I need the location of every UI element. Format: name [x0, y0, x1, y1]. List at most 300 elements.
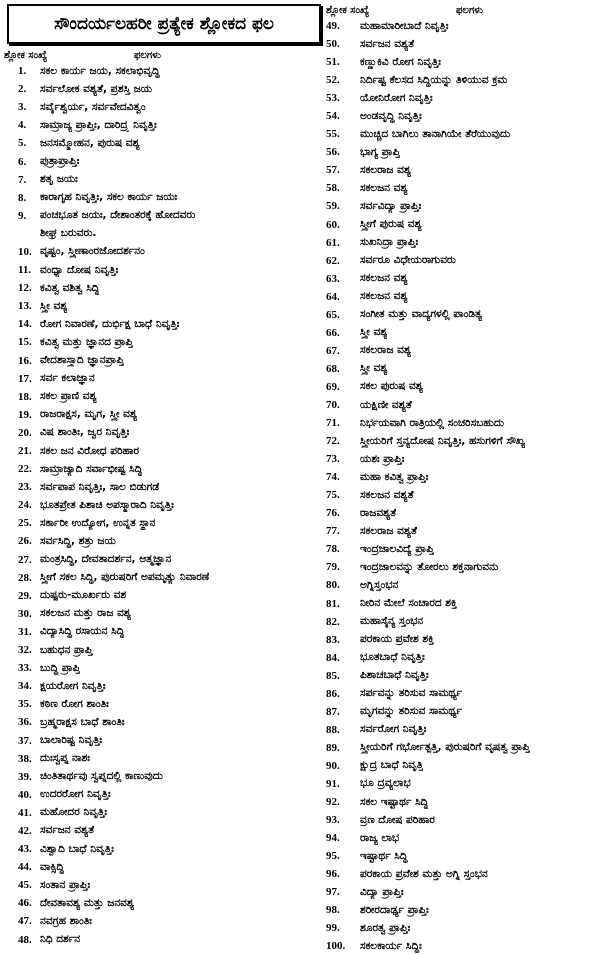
shloka-phala: ಸಕಲ ಕಾರ್ಯ ಜಯ, ಸಕಲಾಭಿವೃದ್ಧಿ — [40, 64, 160, 77]
shloka-phala: ಬ್ರಹ್ಮರಾಕ್ಷಸ ಬಾಧೆ ಶಾಂತಿಃ — [40, 715, 125, 728]
shloka-phala: ಸಕಲ ಪ್ರಾಣಿ ವಶ್ಯ — [40, 390, 97, 403]
shloka-number: 47. — [18, 915, 32, 928]
shloka-number: 96. — [326, 868, 340, 881]
shloka-row — [326, 847, 598, 865]
shloka-number: 11. — [18, 264, 32, 277]
shloka-row — [4, 551, 324, 569]
left-shloka-list — [4, 62, 324, 949]
shloka-number: 95. — [326, 850, 340, 863]
shloka-row — [326, 306, 598, 324]
shloka-number: 66. — [326, 326, 340, 339]
shloka-phala: ಸಕಲರಾಜ ವಶ್ಯತೆ — [360, 524, 418, 537]
shloka-row — [4, 569, 324, 587]
shloka-number: 57. — [326, 164, 340, 177]
shloka-number: 46. — [18, 897, 32, 910]
shloka-number-header: ಶ್ಲೋಕ ಸಂಖ್ಯೆ — [4, 50, 48, 61]
shloka-row — [326, 919, 598, 937]
shloka-number: 49. — [326, 20, 340, 33]
shloka-phala: ನವಗ್ರಹ ಶಾಂತಿಃ — [40, 914, 92, 927]
shloka-number: 10. — [18, 245, 32, 258]
shloka-phala: ಸರ್ವಪಾಪ ನಿವೃತ್ತಿಃ, ಸಾಲ ಬಿಡುಗಡೆ — [40, 480, 160, 493]
shloka-phala: ಪಿಶಾಚಬಾಧೆ ನಿವೃತ್ತಿಃ — [360, 669, 429, 682]
shloka-number: 64. — [326, 290, 340, 303]
shloka-row — [326, 739, 598, 757]
shloka-row — [326, 179, 598, 197]
shloka-phala: ಸಾಮ್ರಾಜ್ಯ ಪ್ರಾಪ್ತಿಃ, ದಾರಿದ್ರ್ಯ ನಿವೃತ್ತಿಃ — [40, 118, 157, 131]
shloka-phala: ಮಂತ್ರಸಿದ್ಧಿ, ದೇವತಾದರ್ಶನ, ಆತ್ಮಜ್ಞಾನ — [40, 553, 172, 566]
shloka-phala: ಸ್ತ್ರೀ ವಶ್ಯ — [360, 326, 388, 339]
shloka-number: 90. — [326, 759, 340, 772]
shloka-number: 45. — [18, 879, 32, 892]
shloka-number: 19. — [18, 408, 32, 421]
shloka-number: 13. — [18, 300, 32, 313]
shloka-row — [326, 486, 598, 504]
shloka-phala: ಮುಚ್ಚಿದ ಬಾಗಿಲು ತಾನಾಗಿಯೇ ತೆರೆಯುವುದು — [360, 127, 511, 140]
shloka-row — [326, 685, 598, 703]
shloka-number: 22. — [18, 463, 32, 476]
shloka-phala: ವಂಧ್ಯಾ ದೋಷ ನಿವೃತ್ತಿಃ — [40, 263, 119, 276]
shloka-number: 62. — [326, 254, 340, 267]
shloka-number: 68. — [326, 362, 340, 375]
shloka-row — [326, 793, 598, 811]
shloka-row — [326, 883, 598, 901]
shloka-number: 97. — [326, 886, 340, 899]
shloka-number: 59. — [326, 200, 340, 213]
shloka-row — [4, 514, 324, 532]
shloka-phala: ಮಹಾಸೈನ್ಯ ಸ್ತಂಭನ — [360, 615, 424, 628]
shloka-row — [326, 414, 598, 432]
shloka-number: 85. — [326, 669, 340, 682]
shloka-phala: ಪರಕಾಯ ಪ್ರವೇಶ ಶಕ್ತಿ — [360, 633, 434, 646]
shloka-row — [326, 450, 598, 468]
shloka-phala: ಸರ್ವವಿದ್ಯಾ ಪ್ರಾಪ್ತಿಃ — [360, 199, 422, 212]
shloka-phala: ಪುತ್ರಾಪ್ರಾಪ್ತಿಃ — [40, 155, 80, 168]
shloka-phala: ಉದರರೋಗ ನಿವೃತ್ತಿಃ — [40, 788, 111, 801]
shloka-phala: ರಾಜರಾಕ್ಷಸ, ಮೃಗ, ಸ್ತ್ರೀ ವಶ್ಯ — [40, 408, 138, 421]
shloka-phala: ಸರ್ವಜನ ವಶ್ಯತೆ — [40, 824, 95, 837]
shloka-phala: ಸಕಲ ಜನ ವಿರೋಧ ಪರಿಹಾರ — [40, 444, 140, 457]
shloka-row — [326, 649, 598, 667]
shloka-number: 61. — [326, 236, 340, 249]
shloka-number: 20. — [18, 426, 32, 439]
right-shloka-list — [326, 17, 598, 955]
shloka-row — [4, 858, 324, 876]
shloka-row — [4, 731, 324, 749]
shloka-row — [4, 152, 324, 170]
shloka-row — [326, 161, 598, 179]
shloka-number: 9. — [18, 209, 27, 222]
shloka-phala: ಸಕಲ ಇಷ್ಟಾರ್ಥ ಸಿದ್ಧಿ — [360, 795, 429, 808]
shloka-number: 12. — [18, 282, 32, 295]
shloka-number: 55. — [326, 128, 340, 141]
shloka-row — [4, 171, 324, 189]
shloka-phala: ದೇವತಾವಶ್ಯ ಮತ್ತು ಜನವಶ್ಯ — [40, 896, 135, 909]
shloka-number: 74. — [326, 471, 340, 484]
shloka-row — [326, 197, 598, 215]
shloka-number: 52. — [326, 74, 340, 87]
shloka-number: 23. — [18, 481, 32, 494]
shloka-number: 43. — [18, 843, 32, 856]
shloka-phala: ಸಕಲಕಾರ್ಯ ಸಿದ್ಧಿಃ — [360, 939, 422, 952]
shloka-phala: ಭೂತಪ್ರೇತ ಪಿಶಾಚಿ ಅಪಸ್ಮಾರಾದಿ ನಿವೃತ್ತಿಃ — [40, 498, 174, 511]
shloka-phala: ಸರ್ವಸಿದ್ಧಿ, ಶತ್ರು ಜಯ — [40, 534, 116, 547]
shloka-phala: ವಿಶ್ವಾದಿ ಬಾಧೆ ನಿವೃತ್ತಿಃ — [40, 842, 114, 855]
shloka-number: 53. — [326, 92, 340, 105]
shloka-number: 92. — [326, 796, 340, 809]
shloka-number: 24. — [18, 499, 32, 512]
shloka-row — [4, 496, 324, 514]
shloka-row — [326, 901, 598, 919]
shloka-phala: ಪಂಚಭೂತ ಜಯಃ, ದೇಶಾಂತರಕ್ಕೆ ಹೋದವರು — [40, 209, 196, 222]
shloka-number: 31. — [18, 625, 32, 638]
shloka-number: 82. — [326, 615, 340, 628]
shloka-phala: ವೃಷ್ಟಂ, ಸ್ತ್ರೀಣಾಂರಜೋದರ್ಶನಂ — [40, 245, 145, 258]
shloka-row — [4, 587, 324, 605]
shloka-number: 91. — [326, 777, 340, 790]
shloka-row — [4, 315, 324, 333]
shloka-row — [4, 134, 324, 152]
shloka-number: 25. — [18, 517, 32, 530]
shloka-phala: ಸರ್ವರೋಗ ನಿವೃತ್ತಿಃ — [360, 723, 427, 736]
shloka-row — [4, 98, 324, 116]
shloka-phala: ಭಾಗ್ಯ ಪ್ರಾಪ್ತಿ — [360, 145, 401, 158]
shloka-row — [4, 894, 324, 912]
shloka-number: 32. — [18, 644, 32, 657]
shloka-phala: ಸಾಮ್ರಾಜ್ಯಾದಿ ಸರ್ವಾಭೀಷ್ಟ ಸಿದ್ಧಿ — [40, 462, 143, 475]
shloka-row — [4, 460, 324, 478]
shloka-phala: ಸಕಲಜನ ವಶ್ಯ — [360, 272, 408, 285]
shloka-number: 54. — [326, 110, 340, 123]
shloka-phala: ಸ್ತ್ರೀಗೆ ಪುರುಷ ವಶ್ಯ — [360, 218, 422, 231]
shloka-number: 58. — [326, 182, 340, 195]
shloka-row — [326, 270, 598, 288]
shloka-row — [326, 89, 598, 107]
shloka-row — [4, 116, 324, 134]
shloka-phala: ಸ್ತ್ರೀ ವಶ್ಯ — [40, 299, 68, 312]
shloka-number: 75. — [326, 489, 340, 502]
shloka-phala: ವ್ರಣ ದೋಷ ಪರಿಹಾರ — [360, 813, 435, 826]
shloka-number: 48. — [18, 933, 32, 946]
shloka-number: 71. — [326, 417, 340, 430]
shloka-row — [326, 811, 598, 829]
shloka-row — [326, 378, 598, 396]
shloka-phala: ಪರಕಾಯ ಪ್ರವೇಶ ಮತ್ತು ಅಗ್ನಿ ಸ್ತಂಭನ — [360, 867, 488, 880]
shloka-phala: ಸಕಲಜನ ಮತ್ತು ರಾಜ ವಶ್ಯ — [40, 607, 132, 620]
shloka-number: 5. — [18, 137, 27, 150]
shloka-number: 67. — [326, 344, 340, 357]
shloka-row — [326, 234, 598, 252]
shloka-phala: ಸಕಲರಾಜ ವಶ್ಯ — [360, 344, 412, 357]
shloka-row — [326, 829, 598, 847]
shloka-row — [4, 388, 324, 406]
shloka-row — [326, 631, 598, 649]
shloka-row — [4, 333, 324, 351]
shloka-number: 65. — [326, 308, 340, 321]
column-header — [4, 49, 324, 62]
shloka-number: 7. — [18, 173, 27, 186]
shloka-row — [326, 342, 598, 360]
shloka-phala: ಸಂತಾನ ಪ್ರಾಪ್ತಿಃ — [40, 878, 91, 891]
shloka-row — [4, 659, 324, 677]
shloka-row — [326, 667, 598, 685]
shloka-row — [4, 279, 324, 297]
page-title: ಸೌಂದರ್ಯಲಹರೀ ಪ್ರತ್ಯೇಕ ಶ್ಲೋಕದ ಫಲ — [7, 4, 321, 44]
shloka-phala: ಯಕ್ಷಿಣೀ ವಶ್ಯತೆ — [360, 398, 412, 411]
shloka-number: 15. — [18, 336, 32, 349]
shloka-phala: ಸ್ತ್ರೀ ವಶ್ಯ — [360, 362, 388, 375]
shloka-number: 28. — [18, 571, 32, 584]
shloka-row — [4, 442, 324, 460]
shloka-number: 16. — [18, 354, 32, 367]
shloka-row — [326, 558, 598, 576]
shloka-phala: ಅಂಡವೃದ್ಧಿ ನಿವೃತ್ತಿಃ — [360, 109, 422, 122]
right-column — [326, 0, 598, 955]
shloka-row — [326, 504, 598, 522]
shloka-row — [326, 107, 598, 125]
shloka-number: 1. — [18, 65, 27, 78]
shloka-row — [326, 721, 598, 739]
shloka-row — [326, 522, 598, 540]
shloka-number: 39. — [18, 770, 32, 783]
shloka-row — [326, 360, 598, 378]
shloka-phala: ಸಕಲಜನ ವಶ್ಯ — [360, 290, 408, 303]
shloka-phala: ಸಕಲಜನ ವಶ್ಯ — [360, 181, 408, 194]
shloka-phala: ವಿದ್ಯಾಸಿದ್ಧಿ ರಸಾಯನ ಸಿದ್ಧಿ — [40, 625, 125, 638]
shloka-row — [4, 261, 324, 279]
shloka-number: 8. — [18, 191, 27, 204]
shloka-row — [326, 540, 598, 558]
shloka-row — [326, 775, 598, 793]
shloka-phala: ಸಕಲ ಪುರುಷ ವಶ್ಯ — [360, 380, 423, 393]
shloka-row — [326, 216, 598, 234]
shloka-phala: ಇಂದ್ರಜಾಲವನ್ನು ತೋರಲು ಶಕ್ತನಾಗುವನು — [360, 560, 499, 573]
shloka-phala: ಸ್ತ್ರೀಗೆ ಸಕಲ ಸಿದ್ಧಿ, ಪುರುಷರಿಗೆ ಅಪಮೃತ್ಯು ನಿವಾರಣೆ — [40, 571, 210, 584]
shloka-number: 4. — [18, 119, 27, 132]
shloka-number: 100. — [326, 940, 346, 953]
shloka-row — [4, 297, 324, 315]
shloka-row — [326, 71, 598, 89]
shloka-number: 44. — [18, 861, 32, 874]
shloka-row — [326, 17, 598, 35]
shloka-row — [4, 207, 324, 225]
shloka-phala: ಮಹೋದರ ನಿವೃತ್ತಿಃ — [40, 806, 107, 819]
shloka-phala: ಮೃಗವನ್ನು ತರಿಸುವ ಸಾಮರ್ಥ್ಯ — [360, 705, 462, 718]
shloka-phala: ಸರ್ವರೂ ವಿಧೇಯರಾಗುವರು — [360, 254, 456, 267]
shloka-phala: ಜನಸಮ್ಮೋಹನ, ಪುರುಷ ವಶ್ಯ — [40, 136, 140, 149]
shloka-number: 84. — [326, 651, 340, 664]
shloka-phala: ನಿರ್ದಿಷ್ಟ ಕೆಲಸದ ಸಿದ್ಧಿಯನ್ನು ತಿಳಿಯುವ ಕ್ರಮ — [360, 73, 508, 86]
shloka-row — [4, 641, 324, 659]
shloka-phala: ಭೂ ದ್ರವ್ಯಲಾಭ — [360, 777, 411, 790]
shloka-row — [326, 757, 598, 775]
shloka-number: 86. — [326, 687, 340, 700]
shloka-number: 70. — [326, 399, 340, 411]
shloka-number: 3. — [18, 101, 27, 114]
shloka-number: 77. — [326, 525, 340, 538]
shloka-number: 17. — [18, 372, 32, 385]
shloka-row — [4, 352, 324, 370]
column-header — [326, 4, 598, 17]
shloka-number: 18. — [18, 390, 32, 403]
shloka-phala: ಮಹಾ ಕವಿತ್ವ ಪ್ರಾಪ್ತಿಃ — [360, 470, 429, 483]
shloka-number: 35. — [18, 698, 32, 711]
shloka-row — [4, 713, 324, 731]
shloka-row — [326, 396, 598, 414]
shloka-phala: ಕವಿತ್ವ ಮತ್ತು ಜ್ಞಾನದ ಪ್ರಾಪ್ತಿ — [40, 335, 134, 348]
shloka-row — [4, 532, 324, 550]
shloka-row — [326, 595, 598, 613]
phala-header: ಫಲಗಳು — [134, 50, 161, 61]
shloka-row — [326, 703, 598, 721]
shloka-row — [4, 768, 324, 786]
shloka-row — [326, 576, 598, 594]
shloka-number: 76. — [326, 507, 340, 520]
shloka-phala: ಸರ್ಕಾರೀ ಉದ್ಯೋಗ, ಉನ್ನತ ಸ್ಥಾನ — [40, 516, 156, 529]
shloka-row — [4, 80, 324, 98]
shloka-number: 6. — [18, 155, 27, 168]
shloka-phala: ಕ್ಷಯರೋಗ ನಿವೃತ್ತಿಃ — [40, 679, 106, 692]
shloka-row — [4, 605, 324, 623]
shloka-number: 27. — [18, 553, 32, 566]
shloka-number: 81. — [326, 597, 340, 610]
shloka-number-header: ಶ್ಲೋಕ ಸಂಖ್ಯೆ — [326, 5, 370, 16]
shloka-row — [4, 804, 324, 822]
shloka-number: 40. — [18, 788, 32, 801]
shloka-phala: ಕಠಿಣ ರೋಗ ಶಾಂತಿಃ — [40, 697, 109, 710]
shloka-phala: ಶರೀರದಾರ್ಢ್ಯ ಪ್ರಾಪ್ತಿಃ — [360, 903, 429, 916]
shloka-phala: ವಾಕ್ಸಿದ್ಧಿ — [40, 860, 65, 873]
shloka-phala: ಕಣ್ಣುಕಿವಿ ರೋಗ ನಿವೃತ್ತಿಃ — [360, 55, 441, 68]
shloka-phala: ಸಕಲಜನ ವಶ್ಯತೆ — [360, 488, 414, 501]
shloka-phala: ವೇದಶಾಸ್ತ್ರಾದಿ ಜ್ಞಾನಪ್ರಾಪ್ತಿ — [40, 354, 124, 367]
shloka-phala: ಚಿಂತಿತಾರ್ಥವು ಸ್ವಪ್ನದಲ್ಲಿ ಕಾಣುವುದು — [40, 770, 163, 783]
shloka-number: 34. — [18, 680, 32, 693]
shloka-number: 37. — [18, 734, 32, 747]
shloka-row — [4, 62, 324, 80]
shloka-number: 69. — [326, 380, 340, 393]
shloka-phala: ಸಂಗೀತ ಮತ್ತು ವಾದ್ಯಗಳಲ್ಲಿ ಪಾಂಡಿತ್ಯ — [360, 308, 483, 321]
shloka-number: 33. — [18, 662, 32, 675]
shloka-row — [4, 840, 324, 858]
shloka-row — [326, 288, 598, 306]
shloka-row — [326, 468, 598, 486]
shloka-number: 80. — [326, 579, 340, 592]
shloka-row — [4, 406, 324, 424]
shloka-row — [4, 623, 324, 641]
shloka-number: 88. — [326, 723, 340, 736]
shloka-number: 78. — [326, 543, 340, 556]
shloka-phala-continuation: ಶೀಘ್ರ ಬರುವರು. — [40, 227, 97, 240]
shloka-number: 36. — [18, 716, 32, 729]
shloka-row — [4, 695, 324, 713]
shloka-phala: ಕಾರಾಗೃಹ ನಿವೃತ್ತಿಃ, ಸಕಲ ಕಾರ್ಯ ಜಯಃ — [40, 191, 178, 204]
shloka-phala: ಸ್ತ್ರೀಯರಿಗೆ ಸ್ತನ್ಯದೋಷ ನಿವೃತ್ತಿಃ, ಹಸುಗಳಿಗೆ ಸೌಖ್ಯ — [360, 434, 525, 447]
shloka-number: 94. — [326, 832, 340, 845]
shloka-number: 72. — [326, 435, 340, 448]
shloka-row — [326, 432, 598, 450]
shloka-row — [4, 243, 324, 261]
shloka-phala: ಶೂರತ್ವ ಪ್ರಾಪ್ತಿಃ — [360, 921, 411, 934]
shloka-phala: ಶತೃ ಜಯಃ — [40, 173, 78, 186]
shloka-phala: ಸುಖನಿದ್ರಾ ಪ್ರಾಪ್ತಿಃ — [360, 236, 419, 249]
shloka-number: 21. — [18, 445, 32, 458]
shloka-phala: ಸರ್ಪವನ್ನು ತರಿಸುವ ಸಾಮರ್ಥ್ಯ — [360, 687, 463, 700]
shloka-phala: ರೋಗ ನಿವಾರಣೆ, ದುರ್ಭಿಕ್ಷ ಬಾಧೆ ನಿವೃತ್ತಿಃ — [40, 317, 180, 330]
shloka-phala: ಮಹಾಮಾರೀಬಾದೆ ನಿವೃತ್ತಿಃ — [360, 19, 449, 32]
shloka-phala: ನೀರಿನ ಮೇಲೆ ಸಂಚಾರದ ಶಕ್ತಿ — [360, 597, 457, 610]
shloka-phala: ವಿಷ ಶಾಂತಿಃ, ಜ್ವರ ನಿವೃತ್ತಿಃ — [40, 426, 130, 439]
shloka-phala: ಇಷ್ಟಾರ್ಥ ಸಿದ್ಧಿ — [360, 849, 408, 862]
shloka-row — [4, 370, 324, 388]
shloka-phala: ಬುದ್ಧಿ ಪ್ರಾಪ್ತಿ — [40, 661, 81, 674]
shloka-phala: ಸಕಲರಾಜ ವಶ್ಯ — [360, 163, 412, 176]
shloka-number: 63. — [326, 272, 340, 285]
shloka-phala: ಸರ್ವಲೋಕ ವಶ್ಯತೆ, ಪ್ರಶಸ್ತಿ ಜಯ — [40, 82, 153, 95]
shloka-number: 93. — [326, 814, 340, 827]
shloka-number: 38. — [18, 752, 32, 765]
shloka-row — [4, 786, 324, 804]
shloka-phala: ಬಾಲಾರಿಷ್ಟ ನಿವೃತ್ತಿಃ — [40, 734, 103, 747]
shloka-phala: ಕ್ಷುದ್ರ ಬಾಧೆ ನಿವೃತ್ತಿ — [360, 759, 424, 772]
shloka-row — [326, 143, 598, 161]
shloka-number: 83. — [326, 633, 340, 646]
shloka-row — [4, 677, 324, 695]
shloka-number: 51. — [326, 56, 340, 69]
shloka-row — [4, 822, 324, 840]
shloka-phala: ದುಷ್ಪರು-ಮೂರ್ಖರು ವಶ — [40, 589, 127, 602]
shloka-row — [326, 53, 598, 71]
shloka-number: 14. — [18, 318, 32, 331]
phala-header: ಫಲಗಳು — [456, 5, 483, 16]
shloka-number: 29. — [18, 589, 32, 602]
left-column — [4, 0, 324, 949]
shloka-phala: ಅಗ್ನಿಸ್ತಂಭನ — [360, 578, 399, 591]
shloka-phala: ಬಹುಧನ ಪ್ರಾಪ್ತಿ — [40, 643, 93, 656]
shloka-number: 79. — [326, 561, 340, 574]
shloka-phala: ಯೋನಿರೋಗ ನಿವೃತ್ತಿಃ — [360, 91, 433, 104]
shloka-row — [4, 424, 324, 442]
shloka-number: 2. — [18, 83, 27, 96]
shloka-number: 50. — [326, 38, 340, 51]
shloka-number: 87. — [326, 705, 340, 718]
shloka-row — [4, 876, 324, 894]
shloka-number: 26. — [18, 535, 32, 548]
shloka-row — [326, 252, 598, 270]
shloka-phala: ರಾಜ್ಯ ಲಾಭ — [360, 831, 400, 844]
shloka-row — [4, 931, 324, 949]
shloka-row — [326, 937, 598, 955]
shloka-number: 41. — [18, 806, 32, 819]
shloka-phala: ರಾಜವಶ್ಯತೆ — [360, 506, 397, 519]
shloka-row — [326, 324, 598, 342]
shloka-phala: ಸರ್ವಜನ ವಶ್ಯತೆ — [360, 37, 415, 50]
shloka-phala: ವಿದ್ಯಾ ಪ್ರಾಪ್ತಿಃ — [360, 885, 404, 898]
shloka-row — [326, 865, 598, 883]
shloka-number: 73. — [326, 453, 340, 466]
shloka-number: 89. — [326, 741, 340, 754]
shloka-phala: ನಿಧಿ ದರ್ಶನ — [40, 933, 81, 946]
shloka-phala: ಭೂತಬಾಧೆ ನಿವೃತ್ತಿಃ — [360, 651, 425, 664]
shloka-row — [4, 478, 324, 496]
shloka-number: 99. — [326, 922, 340, 935]
shloka-number: 60. — [326, 218, 340, 231]
shloka-row — [326, 125, 598, 143]
shloka-phala: ನಿರ್ಭಯವಾಗಿ ರಾತ್ರಿಯಲ್ಲಿ ಸಂಚರಿಸಬಹುದು — [360, 416, 505, 429]
shloka-number: 42. — [18, 824, 32, 837]
shloka-phala: ಸ್ತ್ರೀಯರಿಗೆ ಗರ್ಭೋತ್ಪತ್ತಿ, ಪುರುಷರಿಗೆ ವೃಷತ್ವ ಪ್ರಾಪ್ತಿ — [360, 741, 530, 754]
shloka-phala: ಸರ್ವ ಕಲಾಜ್ಞಾನ — [40, 372, 95, 385]
shloka-number: 30. — [18, 607, 32, 620]
